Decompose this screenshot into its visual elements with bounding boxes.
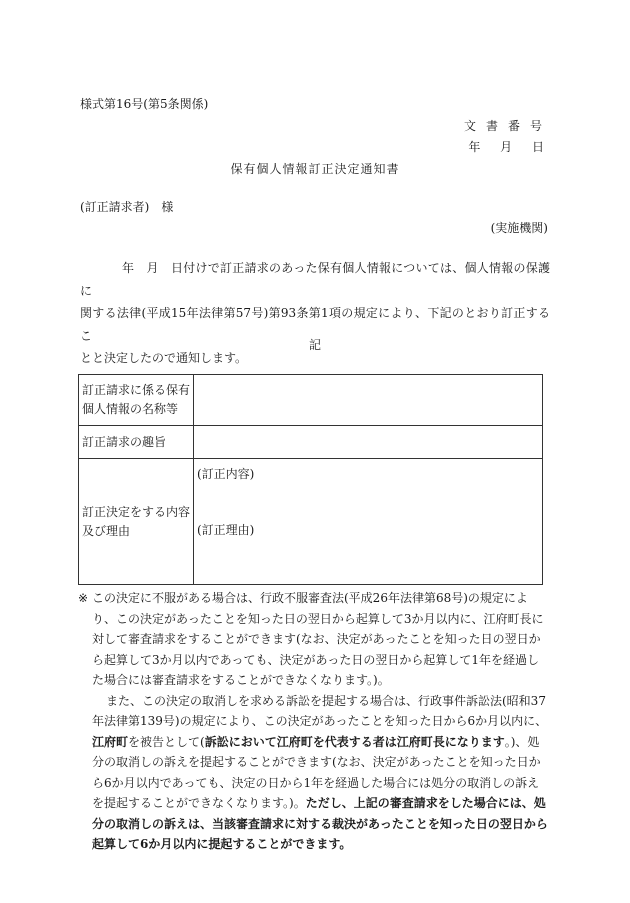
page-title: 保有個人情報訂正決定通知書 — [230, 162, 400, 176]
document-number: 文書番号 — [463, 119, 552, 133]
note-p2-representative: 訴訟において江府町を代表する者は江府町長になります — [204, 734, 505, 749]
correction-content-label: (訂正内容) — [197, 467, 255, 481]
body-line-3: とと決定したので通知します。 — [80, 351, 248, 365]
form-number: 様式第16号(第5条関係) — [80, 97, 209, 111]
decision-table — [78, 374, 543, 585]
appeal-note — [78, 588, 548, 855]
table-row — [79, 426, 543, 459]
note-p2-defendant: 江府町 — [92, 734, 129, 749]
ki-heading: 記 — [308, 338, 321, 352]
date-line: 年 月 日 — [468, 140, 552, 154]
note-paragraph-2 — [78, 691, 548, 855]
body-line-1: 年 月 日付けで訂正請求のあった保有個人情報については、個人情報の保護に — [80, 261, 550, 298]
correction-reason-label: (訂正理由) — [197, 523, 255, 537]
note-paragraph-1: この決定に不服がある場合は、行政不服審査法(平成26年法律第68号)の規定により、この決定があったことを知った日の翌日から起算して3か月以内に、江府町長に対して審査請求をすることができます(なお、決定があったことを知った日の翌日から起算して3か月以内であっても、決定があった日の翌日から起算して1年を経過した場合には審査請求をすることができなくなります。)。 — [92, 591, 544, 687]
note-p2-proviso: ただし、上記の審査請求をした場合には、処分の取消しの訴えは、当該審査請求に対する裁決があったことを知った日の翌日から起算して6か月以内に提起することができます。 — [92, 796, 548, 851]
value-info-name — [194, 375, 543, 426]
note-p2-e: 。)、処分の取消しの訴えを提起することができます(なお、決定があったことを知った日から6か月以内であっても、決定の日から1年を経過した場合には処分の取消しの訴えを提起することができなくなります。)。 — [92, 734, 541, 810]
label-request-purpose: 訂正請求の趣旨 — [79, 426, 194, 459]
note-mark: ※ — [78, 591, 89, 605]
note-p2-a: また、この決定の取消しを求める訴訟を提起する場合は、行政事件訴訟法(昭和37年法律第139号)の規定により、この決定があったことを知った日から6か月以内に、 — [92, 693, 548, 728]
table-row — [79, 375, 543, 426]
note-p2-c: を被告として( — [128, 734, 205, 749]
body-line-2: 関する法律(平成15年法律第57号)第93条第1項の規定により、下記のとおり訂正するこ — [80, 306, 550, 343]
requester-line: (訂正請求者) 様 — [80, 200, 174, 214]
label-info-name: 訂正請求に係る保有個人情報の名称等 — [79, 375, 194, 426]
agency-line: (実施機関) — [490, 221, 548, 235]
table-row — [79, 459, 543, 585]
value-decision-content — [194, 459, 543, 585]
value-request-purpose — [194, 426, 543, 459]
label-decision-content: 訂正決定をする内容及び理由 — [79, 459, 194, 585]
